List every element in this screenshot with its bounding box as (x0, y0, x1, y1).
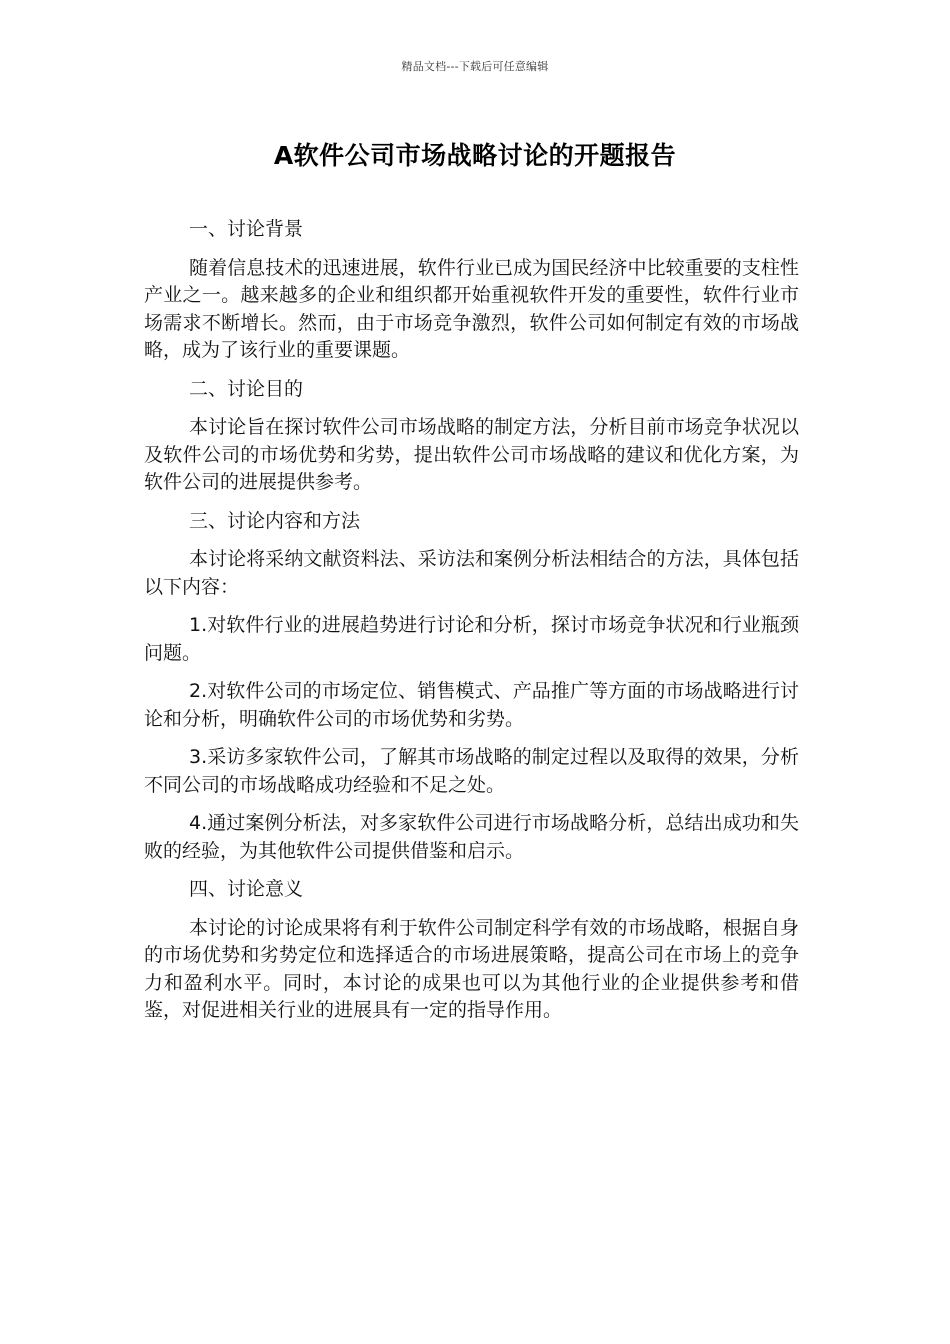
section-background (144, 216, 799, 365)
section-content-methods (144, 508, 799, 866)
list-item: 3.采访多家软件公司，了解其市场战略的制定过程以及取得的效果，分析不同公司的市场战略成功经验和不足之处。 (144, 746, 799, 796)
list-item: 1.对软件行业的进展趋势进行讨论和分析，探讨市场竞争状况和行业瓶颈问题。 (144, 614, 799, 664)
section-heading: 二、讨论目的 (189, 377, 304, 400)
section-significance (144, 876, 799, 1025)
section-purpose (144, 376, 799, 497)
paragraph: 本讨论旨在探讨软件公司市场战略的制定方法，分析目前市场竞争状况以及软件公司的市场优势和劣势，提出软件公司市场战略的建议和优化方案，为软件公司的进展提供参考。 (144, 416, 799, 493)
header-note: 精品文档---下载后可任意编辑 (401, 60, 549, 73)
paragraph: 本讨论的讨论成果将有利于软件公司制定科学有效的市场战略，根据自身的市场优势和劣势定位和选择适合的市场进展策略，提高公司在市场上的竞争力和盈利水平。同时，本讨论的成果也可以为其他行业的企业提供参考和借鉴，对促进相关行业的进展具有一定的指导作用。 (144, 916, 799, 1021)
section-heading: 一、讨论背景 (189, 218, 304, 240)
section-heading: 四、讨论意义 (189, 878, 304, 900)
document-body (144, 216, 799, 1036)
list-item: 2.对软件公司的市场定位、销售模式、产品推广等方面的市场战略进行讨论和分析，明确软件公司的市场优势和劣势。 (144, 680, 799, 730)
section-heading: 三、讨论内容和方法 (189, 509, 361, 532)
list-item: 4.通过案例分析法，对多家软件公司进行市场战略分析，总结出成功和失败的经验，为其他软件公司提供借鉴和启示。 (144, 812, 799, 862)
paragraph: 本讨论将采纳文献资料法、采访法和案例分析法相结合的方法，具体包括以下内容： (144, 548, 799, 598)
document-title: A软件公司市场战略讨论的开题报告 (273, 141, 677, 170)
paragraph: 随着信息技术的迅速进展，软件行业已成为国民经济中比较重要的支柱性产业之一。越来越多的企业和组织都开始重视软件开发的重要性，软件行业市场需求不断增长。然而，由于市场竞争激烈，软件公司如何制定有效的市场战略，成为了该行业的重要课题。 (144, 256, 799, 361)
